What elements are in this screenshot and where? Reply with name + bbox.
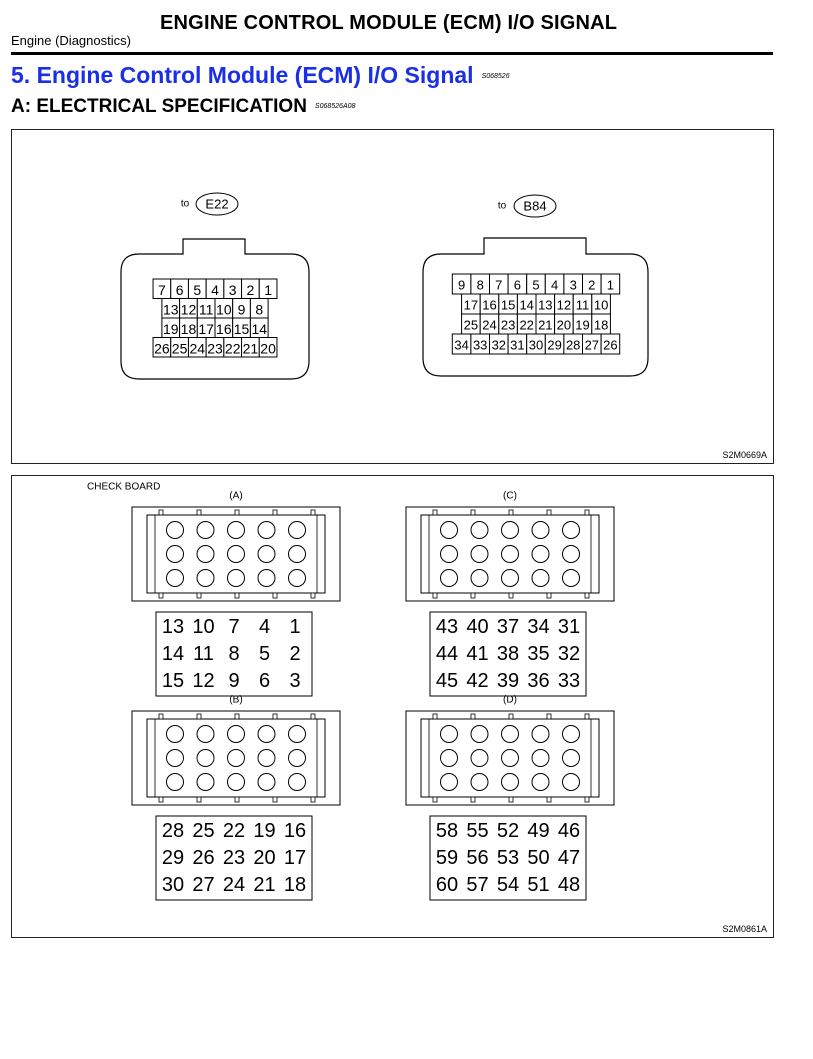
socket-hole: [502, 570, 519, 587]
socket-hole: [258, 546, 275, 563]
socket-notch: [547, 593, 551, 598]
socket-hole: [471, 726, 488, 743]
connector-e22-tag: E22: [205, 196, 229, 212]
pin-number: 25: [171, 340, 188, 357]
connector-b84-to-label: to: [497, 200, 507, 212]
connector-e22-to-label: to: [180, 198, 190, 210]
socket-hole: [289, 546, 306, 563]
socket-hole: [441, 522, 458, 539]
pin-number: 17: [283, 847, 307, 869]
socket-hole: [563, 774, 580, 791]
socket-notch: [197, 510, 201, 515]
pin-number: 13: [538, 297, 553, 313]
pin-number: 59: [435, 847, 459, 869]
pin-number: 5: [532, 277, 540, 293]
socket-hole: [471, 570, 488, 587]
pin-number: 27: [584, 337, 600, 353]
socket-hole: [228, 546, 245, 563]
pin-number: 53: [496, 847, 520, 869]
socket-hole: [167, 726, 184, 743]
connector-b84-tag: B84: [523, 198, 547, 214]
pin-number: 16: [283, 820, 307, 842]
pin-number: 4: [550, 277, 559, 293]
socket-notch: [433, 714, 437, 719]
socket-hole: [563, 750, 580, 767]
pin-number: 10: [593, 297, 609, 313]
pin-number: 31: [557, 616, 581, 638]
pin-number: 45: [435, 670, 459, 692]
pin-number: 10: [216, 301, 232, 318]
socket-hole: [289, 570, 306, 587]
pin-number: 12: [192, 670, 215, 692]
pin-number: 29: [161, 847, 185, 869]
pin-number: 1: [606, 277, 615, 293]
socket-notch: [585, 593, 589, 598]
pin-number: 48: [557, 874, 581, 896]
pin-number: 36: [527, 670, 550, 692]
socket-hole: [502, 546, 519, 563]
socket-hole: [167, 522, 184, 539]
socket-hole: [228, 774, 245, 791]
pin-number: 40: [466, 616, 489, 638]
socket-hole: [197, 750, 214, 767]
pin-number: 4: [211, 281, 219, 298]
pin-number: 50: [527, 847, 550, 869]
pin-number: 29: [547, 337, 562, 353]
pin-number: 16: [216, 320, 232, 337]
pin-number: 54: [496, 874, 520, 896]
pin-number: 23: [500, 317, 516, 333]
pin-number: 20: [253, 847, 276, 869]
pin-number: 33: [557, 670, 581, 692]
socket-notch: [159, 797, 163, 802]
socket-hole: [532, 774, 549, 791]
pin-number: 24: [222, 874, 246, 896]
check-board-label: CHECK BOARD: [87, 481, 161, 493]
pin-number: 47: [557, 847, 581, 869]
socket-hole: [289, 750, 306, 767]
pin-number: 14: [519, 297, 534, 313]
socket-notch: [159, 510, 163, 515]
pin-number: 19: [253, 820, 276, 842]
socket-hole: [471, 774, 488, 791]
pin-number: 11: [193, 643, 214, 665]
pin-number: 25: [192, 820, 215, 842]
socket-hole: [502, 750, 519, 767]
pin-number: 2: [246, 281, 255, 298]
socket-hole: [197, 522, 214, 539]
pin-number: 51: [527, 874, 550, 896]
socket-notch: [471, 714, 475, 719]
socket-hole: [167, 750, 184, 767]
socket-hole: [228, 522, 245, 539]
pin-number: 42: [466, 670, 489, 692]
pin-number: 1: [264, 281, 272, 298]
socket-hole: [532, 726, 549, 743]
pin-number: 55: [466, 820, 489, 842]
pin-number: 21: [253, 874, 276, 896]
pin-number: 23: [222, 847, 246, 869]
pin-number: 30: [161, 874, 185, 896]
pin-number: 20: [260, 340, 276, 357]
socket-hole: [258, 570, 275, 587]
pin-number: 15: [161, 670, 185, 692]
subsection-title: [11, 96, 355, 118]
pin-number: 3: [569, 277, 577, 293]
socket-hole: [167, 546, 184, 563]
pin-number: 57: [466, 874, 489, 896]
check-board-a: [132, 491, 340, 697]
socket-notch: [197, 593, 201, 598]
pin-number: 24: [189, 340, 206, 357]
socket-hole: [197, 774, 214, 791]
pin-number: 8: [228, 643, 240, 665]
pin-number: 20: [556, 317, 572, 333]
socket-notch: [547, 510, 551, 515]
pin-number: 24: [482, 317, 497, 333]
socket-notch: [235, 510, 239, 515]
socket-notch: [235, 797, 239, 802]
check-board-d: [406, 695, 614, 901]
socket-hole: [563, 546, 580, 563]
socket-notch: [585, 714, 589, 719]
pin-number: 17: [198, 320, 214, 337]
socket-hole: [502, 522, 519, 539]
socket-hole: [289, 522, 306, 539]
socket-hole: [258, 726, 275, 743]
socket-hole: [197, 570, 214, 587]
pin-number: 14: [251, 320, 268, 337]
connector-b84: [423, 195, 648, 376]
pin-number: 13: [161, 616, 185, 638]
check-board-diagram: [12, 476, 773, 937]
pin-number: 2: [289, 643, 301, 665]
socket-hole: [197, 546, 214, 563]
header-title: ENGINE CONTROL MODULE (ECM) I/O SIGNAL: [160, 12, 618, 34]
subsection-code: S068526A08: [314, 103, 356, 111]
pin-number: 41: [466, 643, 489, 665]
socket-hole: [532, 546, 549, 563]
pin-number: 3: [228, 281, 237, 298]
pin-number: 5: [258, 643, 271, 665]
pin-number: 37: [496, 616, 520, 638]
socket-hole: [471, 750, 488, 767]
board-label: (C): [503, 490, 517, 502]
pin-number: 13: [162, 301, 179, 318]
check-board-c: [406, 491, 614, 697]
pin-number: 26: [192, 847, 215, 869]
pin-number: 7: [158, 281, 166, 298]
socket-notch: [471, 797, 475, 802]
socket-notch: [273, 510, 277, 515]
connector-e22-pins: [153, 279, 277, 357]
pin-number: 11: [198, 301, 214, 318]
pin-number: 10: [192, 616, 215, 638]
socket-hole: [471, 522, 488, 539]
header-rule: [11, 52, 773, 55]
pin-number: 18: [593, 317, 609, 333]
pin-number: 7: [495, 277, 503, 293]
socket-hole: [228, 750, 245, 767]
socket-hole: [532, 570, 549, 587]
socket-notch: [509, 510, 513, 515]
figure2-code: S2M0861A: [722, 924, 767, 934]
socket-hole: [441, 726, 458, 743]
pin-number: 58: [435, 820, 459, 842]
pin-number: 23: [207, 340, 223, 357]
socket-hole: [228, 570, 245, 587]
pin-number: 22: [224, 340, 241, 357]
socket-notch: [197, 797, 201, 802]
board-label: (A): [229, 490, 243, 502]
figure-check-board: [11, 475, 774, 938]
pin-number: 17: [463, 297, 479, 313]
pin-number: 9: [457, 277, 466, 293]
socket-notch: [509, 593, 513, 598]
pin-number: 5: [193, 281, 202, 298]
socket-hole: [563, 570, 580, 587]
socket-notch: [585, 797, 589, 802]
socket-notch: [273, 797, 277, 802]
socket-notch: [159, 593, 163, 598]
socket-hole: [471, 546, 488, 563]
section-title: [11, 62, 510, 89]
socket-hole: [167, 570, 184, 587]
pin-number: 3: [289, 670, 301, 692]
socket-hole: [167, 774, 184, 791]
socket-hole: [502, 774, 519, 791]
pin-number: 39: [496, 670, 520, 692]
pin-number: 30: [528, 337, 544, 353]
socket-notch: [235, 714, 239, 719]
pin-number: 7: [228, 616, 240, 638]
socket-notch: [585, 510, 589, 515]
pin-number: 49: [527, 820, 550, 842]
pin-number: 6: [513, 277, 522, 293]
pin-number: 6: [175, 281, 184, 298]
pin-number: 32: [557, 643, 581, 665]
socket-notch: [471, 510, 475, 515]
pin-number: 33: [472, 337, 488, 353]
socket-notch: [197, 714, 201, 719]
pin-number: 16: [482, 297, 497, 313]
pin-number: 12: [556, 297, 572, 313]
pin-number: 31: [510, 337, 525, 353]
socket-notch: [433, 510, 437, 515]
check-board-b: [132, 695, 340, 901]
pin-number: 9: [228, 670, 240, 692]
pin-number: 34: [527, 616, 550, 638]
pin-number: 6: [258, 670, 271, 692]
socket-hole: [289, 774, 306, 791]
pin-number: 2: [588, 277, 596, 293]
pin-number: 34: [454, 337, 469, 353]
socket-notch: [547, 797, 551, 802]
pin-number: 4: [258, 616, 271, 638]
pin-number: 46: [557, 820, 581, 842]
socket-notch: [235, 593, 239, 598]
pin-number: 8: [255, 301, 264, 318]
socket-hole: [563, 726, 580, 743]
socket-notch: [311, 797, 315, 802]
pin-number: 22: [519, 317, 534, 333]
pin-number: 22: [222, 820, 246, 842]
pin-number: 18: [283, 874, 307, 896]
figure-connectors: [11, 129, 774, 464]
socket-hole: [289, 726, 306, 743]
board-label: (B): [229, 694, 243, 706]
pin-number: 19: [575, 317, 590, 333]
pin-number: 14: [161, 643, 185, 665]
socket-hole: [502, 726, 519, 743]
pin-number: 25: [463, 317, 479, 333]
pin-number: 38: [496, 643, 520, 665]
socket-hole: [532, 522, 549, 539]
socket-notch: [471, 593, 475, 598]
socket-notch: [311, 510, 315, 515]
pin-number: 43: [435, 616, 459, 638]
socket-hole: [258, 774, 275, 791]
socket-notch: [433, 797, 437, 802]
socket-notch: [311, 714, 315, 719]
board-label: (D): [503, 694, 517, 706]
socket-hole: [258, 522, 275, 539]
connector-b84-pins: [452, 274, 619, 354]
pin-number: 15: [500, 297, 516, 313]
pin-number: 19: [162, 320, 179, 337]
pin-number: 44: [435, 643, 459, 665]
socket-notch: [159, 714, 163, 719]
socket-notch: [311, 593, 315, 598]
socket-notch: [547, 714, 551, 719]
pin-number: 15: [233, 320, 250, 337]
socket-hole: [441, 750, 458, 767]
pin-number: 52: [496, 820, 520, 842]
socket-hole: [532, 750, 549, 767]
socket-hole: [441, 774, 458, 791]
pin-number: 11: [575, 297, 590, 313]
pin-number: 35: [527, 643, 550, 665]
pin-number: 21: [242, 340, 259, 357]
pin-number: 60: [435, 874, 459, 896]
socket-notch: [509, 797, 513, 802]
header-section: Engine (Diagnostics): [11, 33, 131, 48]
pin-number: 28: [161, 820, 185, 842]
section-title-text: 5. Engine Control Module (ECM) I/O Signal: [11, 62, 474, 88]
socket-notch: [273, 714, 277, 719]
pin-number: 12: [180, 301, 197, 318]
socket-hole: [441, 570, 458, 587]
socket-hole: [228, 726, 245, 743]
pin-number: 32: [491, 337, 507, 353]
figure1-code: S2M0669A: [722, 450, 767, 460]
pin-number: 28: [565, 337, 581, 353]
socket-hole: [197, 726, 214, 743]
pin-number: 26: [603, 337, 618, 353]
pin-number: 1: [289, 616, 301, 638]
socket-hole: [563, 522, 580, 539]
pin-number: 21: [538, 317, 553, 333]
pin-number: 26: [154, 340, 170, 357]
pin-number: 56: [466, 847, 489, 869]
connector-e22: [121, 193, 309, 379]
socket-hole: [258, 750, 275, 767]
subsection-title-text: A: ELECTRICAL SPECIFICATION: [11, 96, 307, 117]
socket-notch: [433, 593, 437, 598]
connector-diagram: [12, 130, 773, 463]
pin-number: 18: [180, 320, 197, 337]
pin-number: 8: [476, 277, 484, 293]
socket-notch: [509, 714, 513, 719]
pin-number: 9: [237, 301, 246, 318]
socket-notch: [273, 593, 277, 598]
socket-hole: [441, 546, 458, 563]
section-code: S068526: [481, 73, 510, 81]
pin-number: 27: [192, 874, 215, 896]
